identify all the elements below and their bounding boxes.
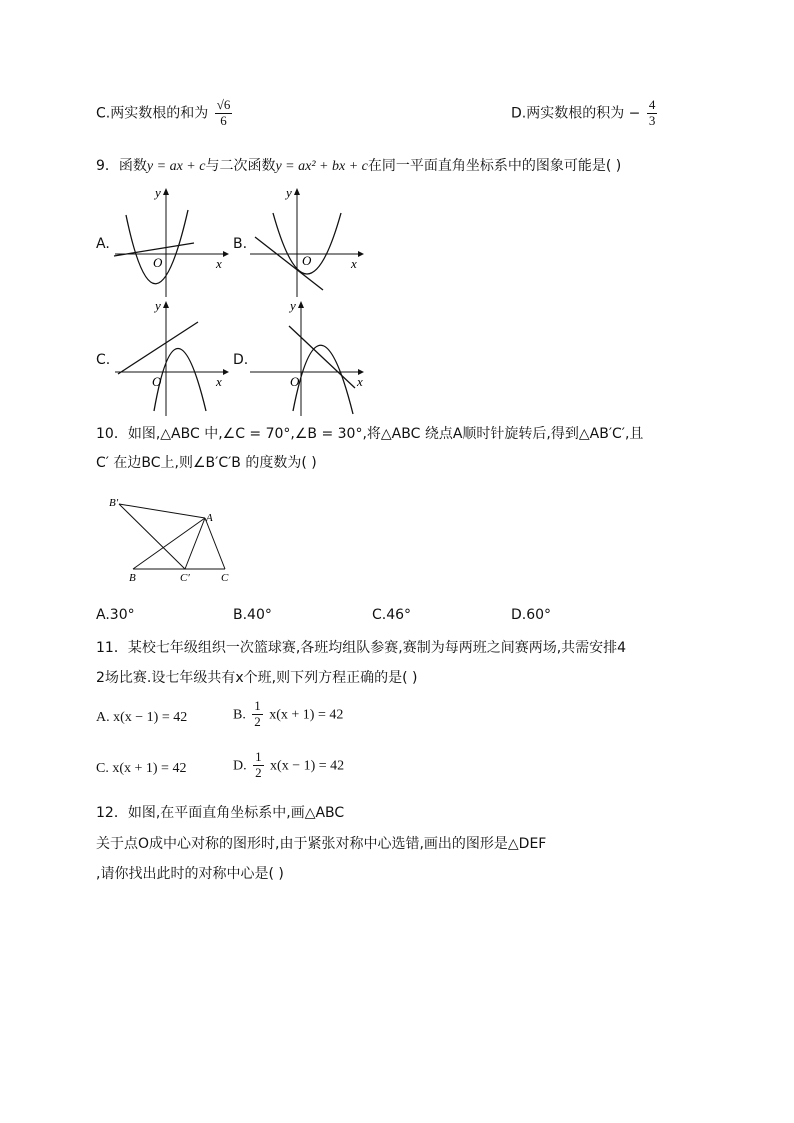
q11-option-b-fraction: $\frac{1}{2}$ xyxy=(254,698,261,729)
q11-option-b: B. $\frac{1}{2}$ x(x + 1) = 42 xyxy=(233,698,344,729)
q11-option-a: A. x(x − 1) = 42 xyxy=(96,710,188,725)
svg-text:x: x xyxy=(216,374,222,389)
q9-quadratic-equation: y = ax² + bx + c xyxy=(275,159,368,174)
q9-graph-d xyxy=(245,296,370,418)
q8-option-d xyxy=(511,98,659,129)
label-b: B xyxy=(129,572,136,584)
q12-stem-line3: ,请你找出此时的对称中心是( ) xyxy=(96,866,284,882)
q10-option-c: C.46° xyxy=(372,607,412,623)
q9-graph-a xyxy=(110,185,230,300)
q9-option-b-label: B. xyxy=(233,236,248,252)
q11-stem-line1: 11．某校七年级组织一次篮球赛,各班均组队参赛,赛制为每两班之间赛两场,共需安排4 xyxy=(96,640,627,656)
q8-option-c xyxy=(96,98,234,129)
q8-option-d-fraction: $\frac{4}{3}$ xyxy=(648,97,656,128)
q9-option-c-label: C. xyxy=(96,352,111,368)
q9-option-d-label: D. xyxy=(233,352,249,368)
q10-figure xyxy=(105,493,235,585)
q11-option-c: C. x(x + 1) = 42 xyxy=(96,761,187,776)
q8-option-c-text: C.两实数根的和为 xyxy=(96,105,209,122)
q12-stem-line1: 12．如图,在平面直角坐标系中,画△ABC xyxy=(96,805,345,821)
q9-graph-c xyxy=(110,296,230,418)
q10-option-b: B.40° xyxy=(233,607,272,623)
label-a: A xyxy=(206,512,213,524)
svg-text:O: O xyxy=(302,253,312,268)
q11-option-d: D. $\frac{1}{2}$ x(x − 1) = 42 xyxy=(233,749,345,780)
svg-text:y: y xyxy=(155,298,161,313)
axis-x-label: x xyxy=(216,256,222,271)
svg-text:x: x xyxy=(351,256,357,271)
q11-option-d-fraction: $\frac{1}{2}$ xyxy=(255,749,262,780)
origin-label: O xyxy=(153,255,163,270)
q8-option-c-fraction: $\frac{√6}{6}$ xyxy=(216,97,231,128)
svg-text:O: O xyxy=(290,374,300,389)
label-b-prime: B′ xyxy=(109,497,119,509)
axis-y-label: y xyxy=(155,185,161,200)
q12-stem-line2: 关于点O成中心对称的图形时,由于紧张对称中心选错,画出的图形是△DEF xyxy=(96,836,547,852)
q8-option-d-text: D.两实数根的积为 − xyxy=(511,105,641,122)
q11-stem-line2: 2场比赛.设七年级共有x个班,则下列方程正确的是( ) xyxy=(96,670,418,686)
q9-graph-b xyxy=(245,185,365,300)
q10-stem-line1: 10．如图,△ABC 中,∠C = 70°,∠B = 30°,将△ABC 绕点A顺时针旋转后,得到△AB′C′,且 xyxy=(96,426,644,442)
svg-text:x: x xyxy=(357,374,363,389)
svg-text:y: y xyxy=(286,185,292,200)
label-c-prime: C′ xyxy=(180,572,190,584)
q9-stem: 9．函数y = ax + c与二次函数y = ax² + bx + c在同一平面直角坐标系中的图象可能是( ) xyxy=(96,158,622,174)
svg-text:O: O xyxy=(152,374,162,389)
q9-linear-equation: y = ax + c xyxy=(146,159,206,174)
label-c: C xyxy=(221,572,229,584)
q10-option-a: A.30° xyxy=(96,607,135,623)
svg-text:y: y xyxy=(290,298,296,313)
q10-stem-line2: C′ 在边BC上,则∠B′C′B 的度数为( ) xyxy=(96,455,317,471)
q10-option-d: D.60° xyxy=(511,607,552,623)
q9-option-a-label: A. xyxy=(96,236,110,252)
